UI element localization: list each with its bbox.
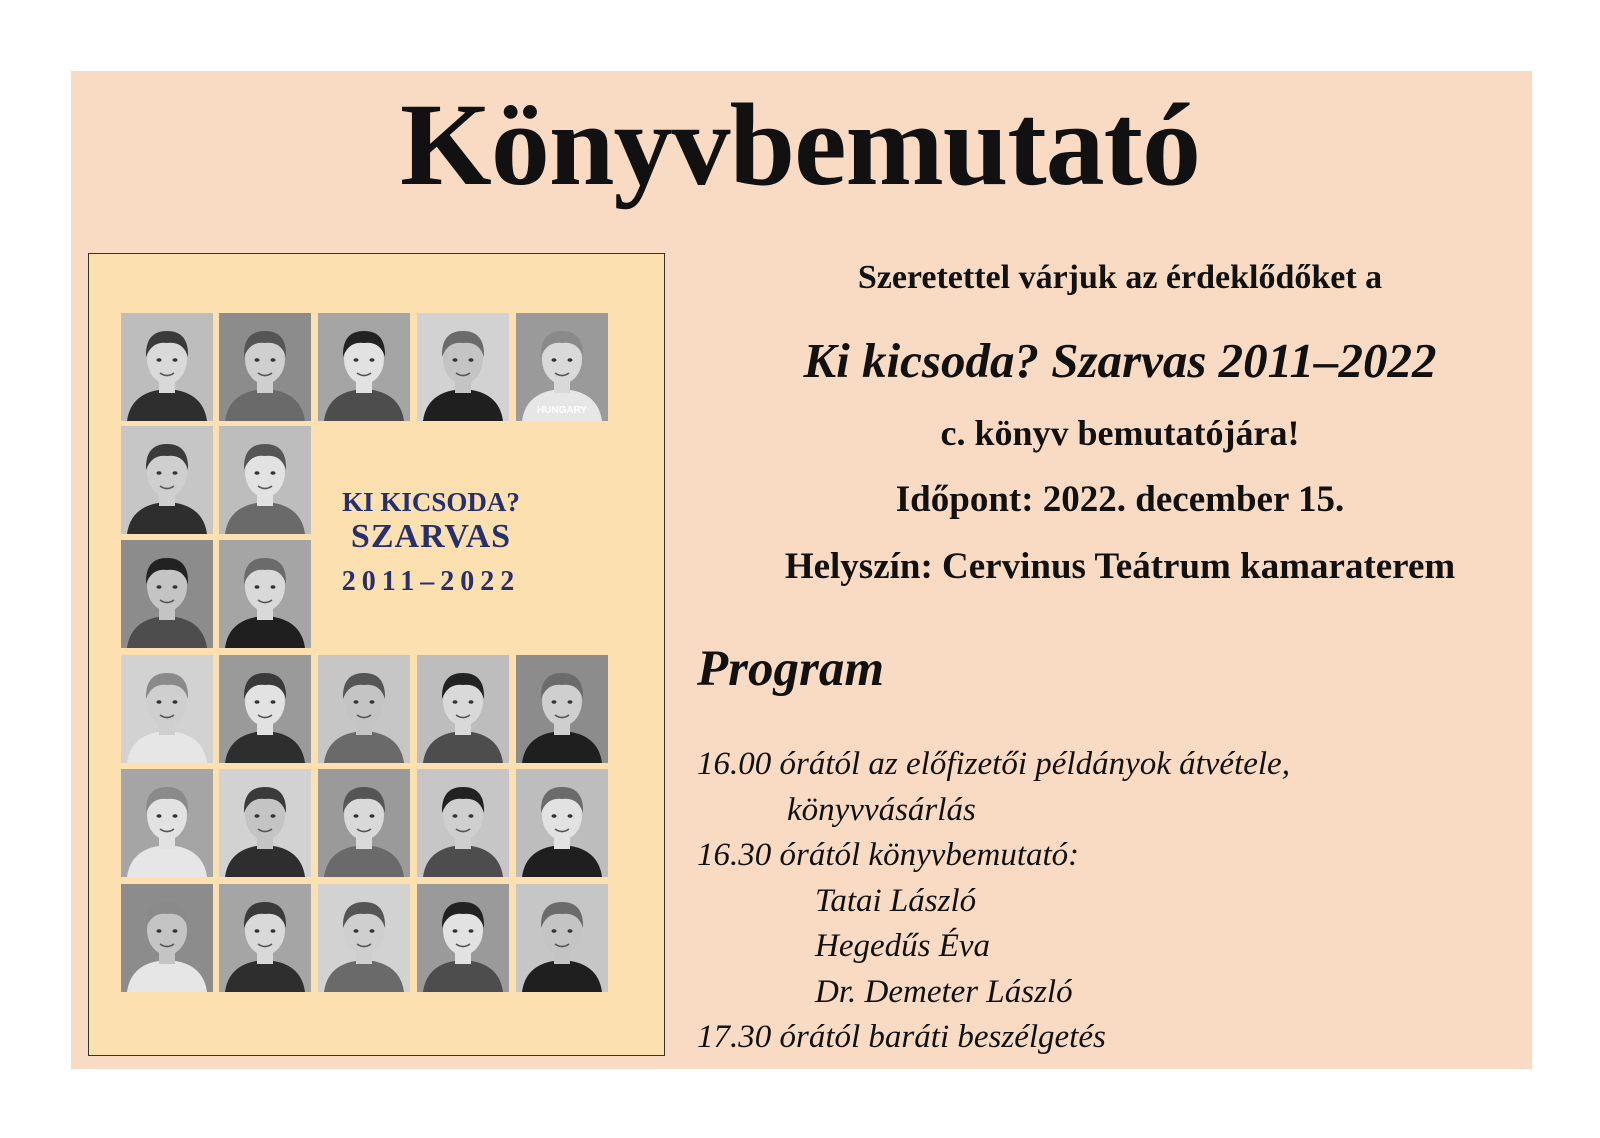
cover-title-line2: SZARVAS xyxy=(350,518,512,555)
program-item: könyvvásárlás xyxy=(787,792,976,828)
portrait-photo xyxy=(516,884,608,992)
date-line: Időpont: 2022. december 15. xyxy=(895,479,1345,520)
portrait-photo xyxy=(121,884,213,992)
portrait-photo xyxy=(219,655,311,763)
portrait-photo xyxy=(417,769,509,877)
portrait-photo xyxy=(219,540,311,648)
portrait-photo xyxy=(121,540,213,648)
venue-line: Helyszín: Cervinus Teátrum kamaraterem xyxy=(784,546,1456,587)
portrait-photo xyxy=(318,655,410,763)
program-item: Dr. Demeter László xyxy=(815,974,1073,1010)
book-cover xyxy=(88,253,665,1056)
portrait-photo xyxy=(219,313,311,421)
portrait-photo xyxy=(121,426,213,534)
portrait-photo xyxy=(318,769,410,877)
portrait-photo xyxy=(417,313,509,421)
portrait-photo xyxy=(417,884,509,992)
program-heading: Program xyxy=(697,641,885,697)
portrait-photo xyxy=(516,655,608,763)
cover-title-line3: 2011–2022 xyxy=(341,566,521,597)
book-suffix: c. könyv bemutatójára! xyxy=(940,413,1300,453)
portrait-photo xyxy=(516,769,608,877)
portrait-photo xyxy=(219,769,311,877)
poster-title: Könyvbemutató xyxy=(400,79,1200,210)
program-item: 17.30 órától baráti beszélgetés xyxy=(697,1019,1106,1055)
portrait-photo xyxy=(121,313,213,421)
portrait-photo xyxy=(417,655,509,763)
program-item: 16.00 órától az előfizetői példányok átvétele, xyxy=(697,746,1290,782)
invite-line: Szeretettel várjuk az érdeklődőket a xyxy=(857,259,1383,296)
program-item: 16.30 órától könyvbemutató: xyxy=(697,837,1080,873)
book-title: Ki kicsoda? Szarvas 2011–2022 xyxy=(803,333,1437,388)
portrait-photo xyxy=(219,884,311,992)
cover-title-line1: KI KICSODA? xyxy=(342,487,520,517)
portrait-photo xyxy=(219,426,311,534)
portrait-photo xyxy=(318,313,410,421)
portrait-photo xyxy=(121,769,213,877)
program-item: Tatai László xyxy=(815,883,977,919)
portrait-photo xyxy=(318,884,410,992)
program-item: Hegedűs Éva xyxy=(815,928,991,964)
cover-title xyxy=(311,486,551,608)
portrait-photo xyxy=(121,655,213,763)
portrait-shirt-text: HUNGARY xyxy=(536,405,588,416)
